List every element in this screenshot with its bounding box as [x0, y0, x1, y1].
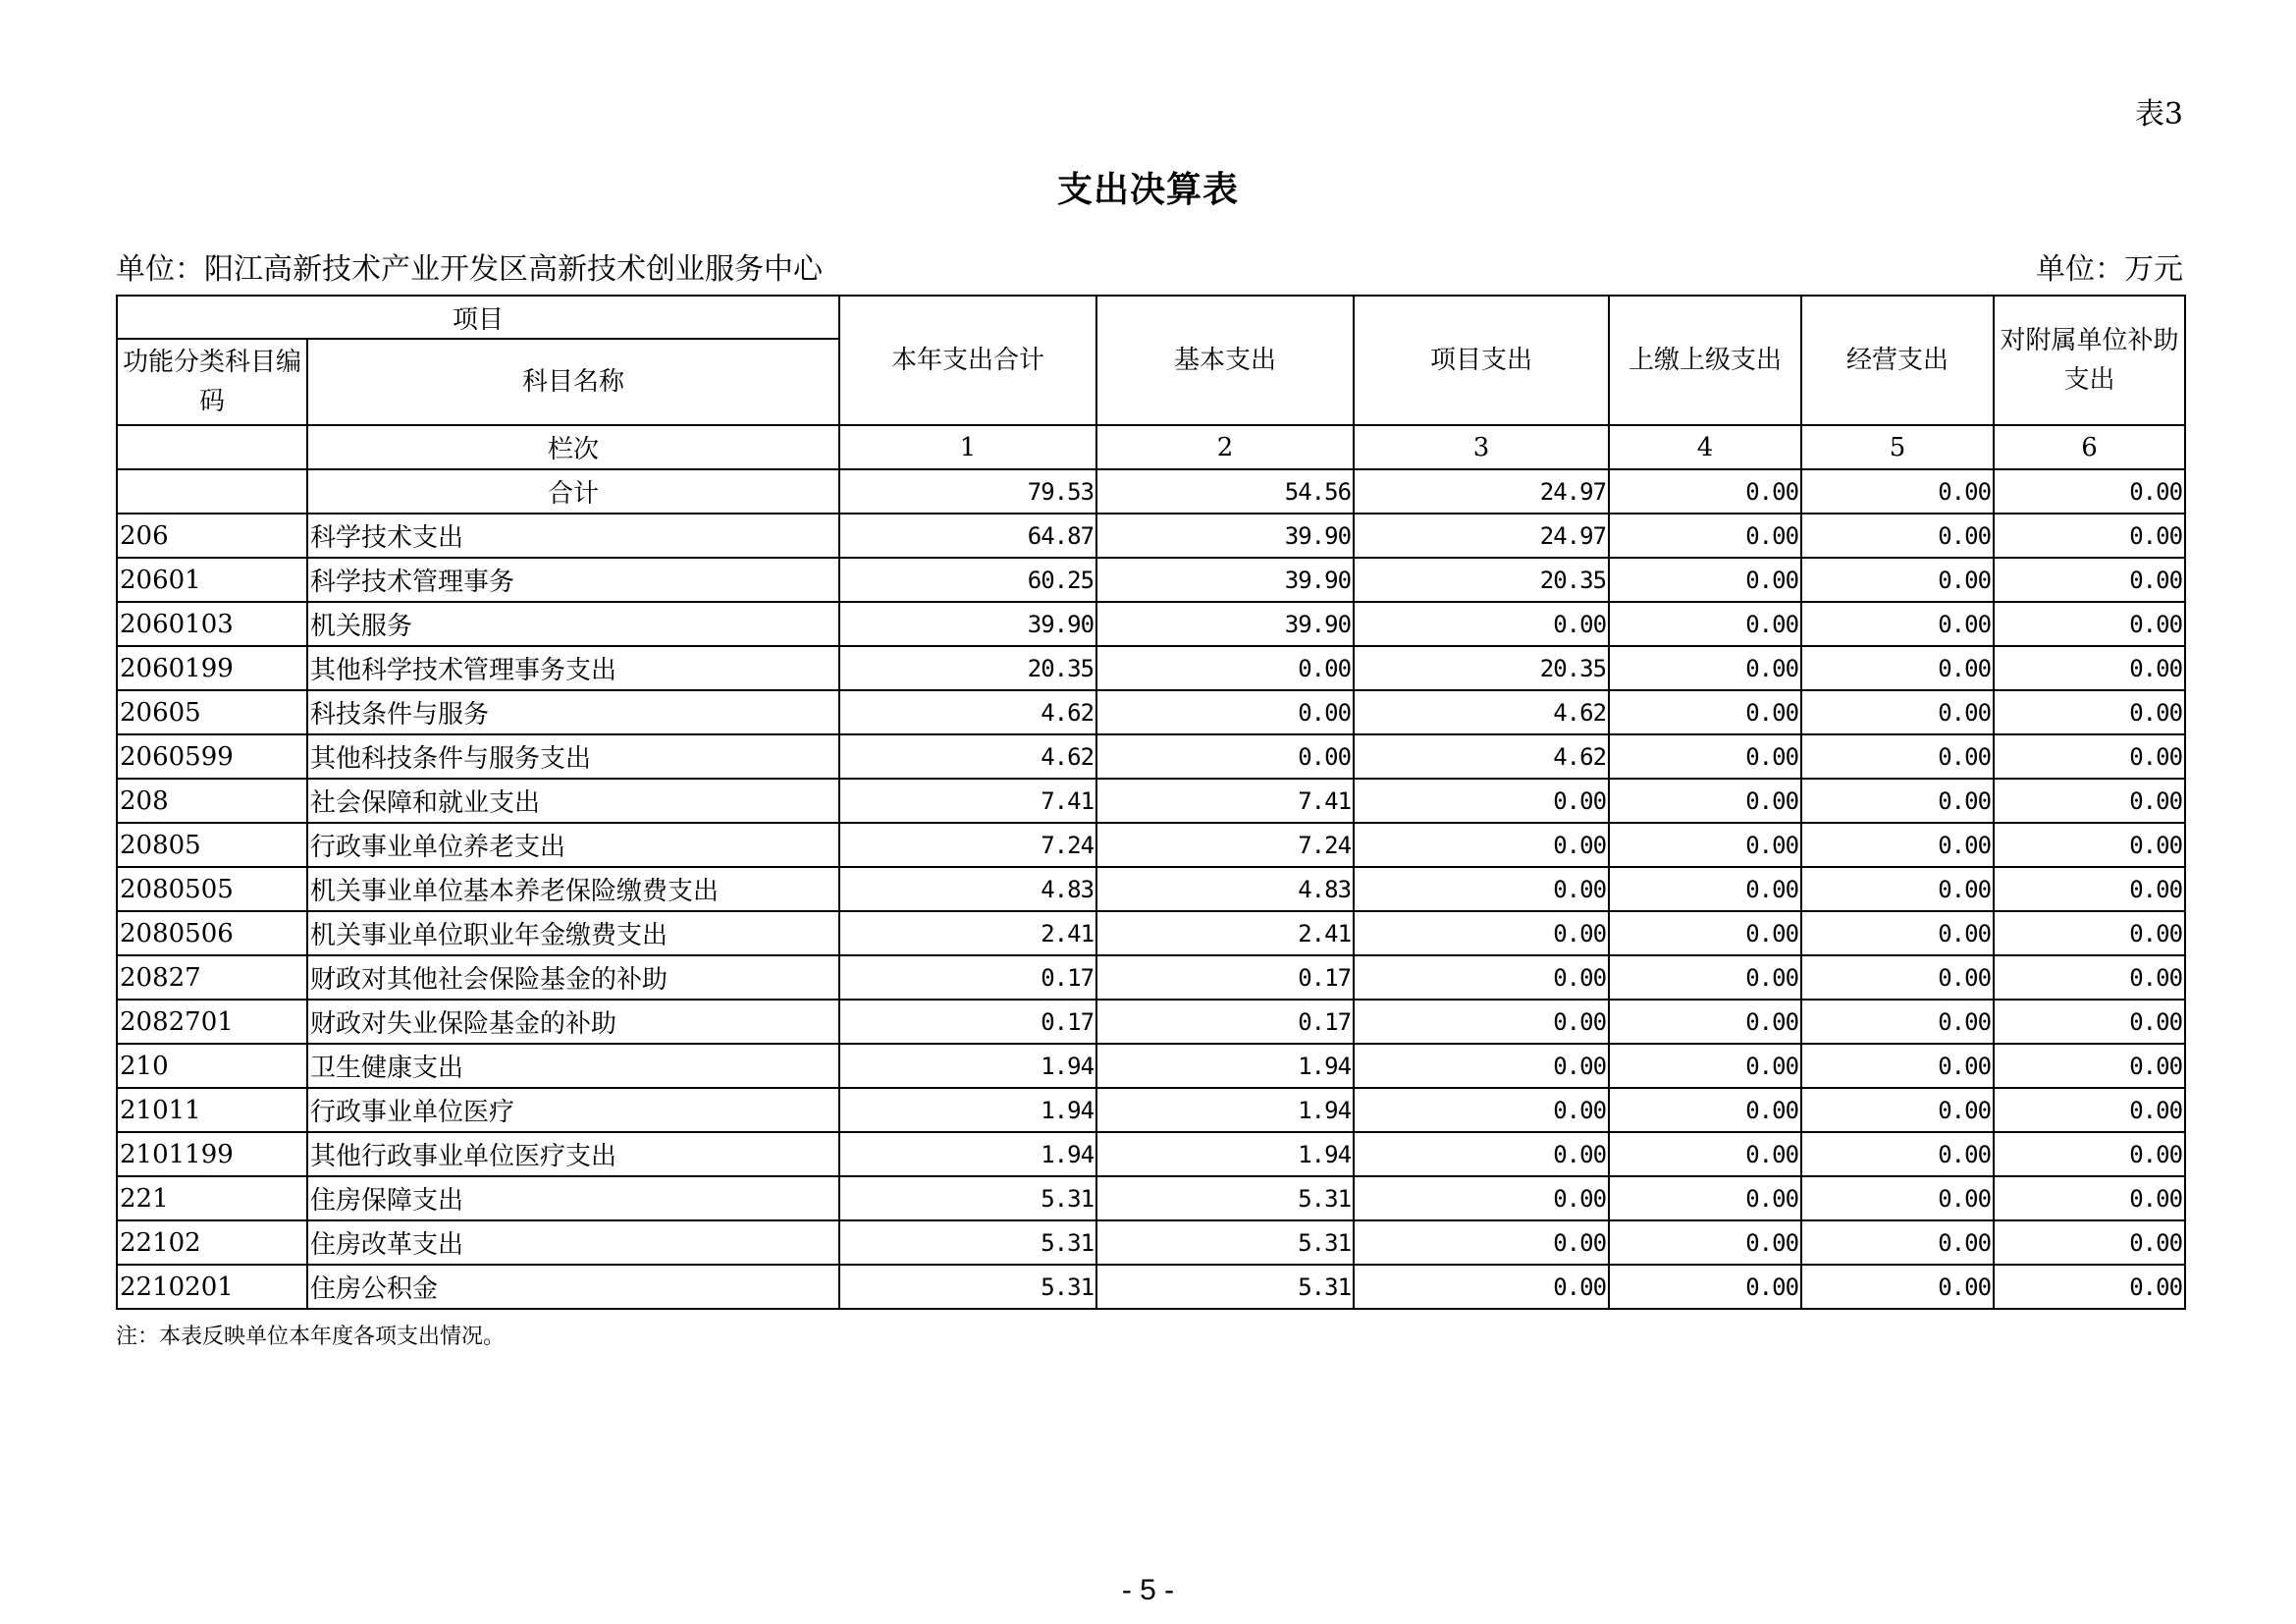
amount-cell: 64.87	[839, 514, 1096, 558]
subject-name: 其他行政事业单位医疗支出	[307, 1132, 839, 1176]
amount-cell: 0.00	[1354, 1088, 1609, 1132]
index-3: 3	[1354, 425, 1609, 469]
amount-cell: 0.00	[1994, 690, 2185, 734]
amount-cell: 0.00	[1801, 867, 1994, 911]
subject-name: 卫生健康支出	[307, 1044, 839, 1088]
amount-cell: 5.31	[1096, 1176, 1354, 1220]
amount-cell: 60.25	[839, 558, 1096, 602]
total-value: 0.00	[1801, 469, 1994, 514]
table-row	[117, 1220, 2185, 1265]
subject-name: 社会保障和就业支出	[307, 779, 839, 823]
table-number: 表3	[2134, 97, 2183, 132]
amount-cell: 39.90	[839, 602, 1096, 646]
amount-cell: 5.31	[839, 1265, 1096, 1309]
amount-cell: 0.00	[1354, 1176, 1609, 1220]
amount-cell: 0.00	[1801, 1132, 1994, 1176]
header-col-4: 上缴上级支出	[1609, 296, 1801, 425]
amount-cell: 0.00	[1994, 602, 2185, 646]
table-row	[117, 911, 2185, 955]
amount-cell: 4.62	[1354, 734, 1609, 779]
table-row	[117, 1265, 2185, 1309]
amount-cell: 24.97	[1354, 514, 1609, 558]
amount-cell: 20.35	[1354, 558, 1609, 602]
amount-cell: 0.00	[1609, 1000, 1801, 1044]
header-col-1: 本年支出合计	[839, 296, 1096, 425]
subject-name: 行政事业单位医疗	[307, 1088, 839, 1132]
amount-cell: 0.00	[1609, 955, 1801, 1000]
amount-cell: 0.00	[1801, 602, 1994, 646]
table-row	[117, 646, 2185, 690]
amount-cell: 0.00	[1609, 1176, 1801, 1220]
amount-cell: 1.94	[839, 1044, 1096, 1088]
amount-cell: 0.00	[1994, 514, 2185, 558]
table-row	[117, 867, 2185, 911]
amount-cell: 7.24	[1096, 823, 1354, 867]
amount-cell: 0.00	[1354, 1220, 1609, 1265]
total-row	[117, 469, 2185, 514]
amount-cell: 4.62	[1354, 690, 1609, 734]
subject-code: 2080506	[117, 911, 307, 955]
amount-cell: 0.00	[1609, 1088, 1801, 1132]
amount-cell: 5.31	[1096, 1220, 1354, 1265]
table-row	[117, 602, 2185, 646]
subject-code: 22102	[117, 1220, 307, 1265]
amount-cell: 0.00	[1801, 1265, 1994, 1309]
amount-cell: 0.00	[1801, 1176, 1994, 1220]
table-row	[117, 1132, 2185, 1176]
amount-cell: 0.00	[1994, 867, 2185, 911]
subject-name: 其他科技条件与服务支出	[307, 734, 839, 779]
subject-code: 2060199	[117, 646, 307, 690]
page-title: 支出决算表	[1056, 170, 1239, 210]
amount-cell: 0.00	[1994, 1176, 2185, 1220]
amount-cell: 39.90	[1096, 602, 1354, 646]
header-project: 项目	[117, 296, 839, 339]
index-4: 4	[1609, 425, 1801, 469]
table-row	[117, 1176, 2185, 1220]
amount-cell: 0.00	[1354, 867, 1609, 911]
amount-cell: 0.00	[1609, 558, 1801, 602]
amount-cell: 0.00	[1801, 734, 1994, 779]
amount-cell: 0.00	[1609, 514, 1801, 558]
subject-name: 机关服务	[307, 602, 839, 646]
header-col-2: 基本支出	[1096, 296, 1354, 425]
amount-cell: 5.31	[839, 1176, 1096, 1220]
amount-cell: 0.00	[1994, 1265, 2185, 1309]
amount-cell: 0.00	[1609, 867, 1801, 911]
table-row	[117, 734, 2185, 779]
subject-code: 206	[117, 514, 307, 558]
index-1: 1	[839, 425, 1096, 469]
amount-cell: 0.00	[1801, 1000, 1994, 1044]
amount-cell: 0.00	[1801, 690, 1994, 734]
amount-cell: 0.00	[1801, 823, 1994, 867]
amount-cell: 1.94	[839, 1132, 1096, 1176]
amount-cell: 7.41	[839, 779, 1096, 823]
expenditure-table	[116, 295, 2186, 1310]
table-row	[117, 514, 2185, 558]
currency-unit: 单位：万元	[2036, 252, 2183, 287]
amount-cell: 0.00	[1354, 1000, 1609, 1044]
amount-cell: 0.00	[1801, 1044, 1994, 1088]
subject-code: 20605	[117, 690, 307, 734]
table-row	[117, 690, 2185, 734]
total-value: 54.56	[1096, 469, 1354, 514]
reporting-unit: 单位：阳江高新技术产业开发区高新技术创业服务中心	[116, 252, 823, 287]
amount-cell: 4.62	[839, 690, 1096, 734]
table-row	[117, 1000, 2185, 1044]
amount-cell: 0.00	[1801, 1220, 1994, 1265]
amount-cell: 1.94	[1096, 1044, 1354, 1088]
subject-code: 2080505	[117, 867, 307, 911]
amount-cell: 0.00	[1354, 955, 1609, 1000]
subject-name: 科技条件与服务	[307, 690, 839, 734]
amount-cell: 39.90	[1096, 514, 1354, 558]
amount-cell: 0.00	[1609, 1044, 1801, 1088]
total-label: 合计	[307, 469, 839, 514]
table-row	[117, 955, 2185, 1000]
amount-cell: 7.24	[839, 823, 1096, 867]
amount-cell: 0.00	[1994, 1000, 2185, 1044]
amount-cell: 0.00	[1994, 955, 2185, 1000]
amount-cell: 0.00	[1096, 734, 1354, 779]
total-value: 79.53	[839, 469, 1096, 514]
subject-code: 2060103	[117, 602, 307, 646]
index-2: 2	[1096, 425, 1354, 469]
amount-cell: 0.00	[1609, 823, 1801, 867]
header-code: 功能分类科目编码	[117, 339, 307, 425]
amount-cell: 0.17	[1096, 1000, 1354, 1044]
amount-cell: 0.00	[1354, 779, 1609, 823]
subject-code: 2082701	[117, 1000, 307, 1044]
total-value: 24.97	[1354, 469, 1609, 514]
amount-cell: 0.00	[1354, 1132, 1609, 1176]
amount-cell: 0.00	[1354, 823, 1609, 867]
header-col-5: 经营支出	[1801, 296, 1994, 425]
subject-code: 2101199	[117, 1132, 307, 1176]
amount-cell: 0.17	[839, 1000, 1096, 1044]
subject-name: 住房保障支出	[307, 1176, 839, 1220]
amount-cell: 0.00	[1801, 911, 1994, 955]
subject-name: 机关事业单位基本养老保险缴费支出	[307, 867, 839, 911]
amount-cell: 0.00	[1354, 602, 1609, 646]
subject-code: 20827	[117, 955, 307, 1000]
amount-cell: 0.00	[1994, 823, 2185, 867]
subject-name: 财政对其他社会保险基金的补助	[307, 955, 839, 1000]
amount-cell: 0.00	[1354, 911, 1609, 955]
amount-cell: 0.00	[1609, 1265, 1801, 1309]
amount-cell: 0.00	[1609, 1220, 1801, 1265]
amount-cell: 0.00	[1096, 690, 1354, 734]
amount-cell: 0.00	[1096, 646, 1354, 690]
subject-name: 财政对失业保险基金的补助	[307, 1000, 839, 1044]
subject-code: 208	[117, 779, 307, 823]
amount-cell: 5.31	[1096, 1265, 1354, 1309]
amount-cell: 1.94	[1096, 1132, 1354, 1176]
amount-cell: 2.41	[1096, 911, 1354, 955]
subject-code: 221	[117, 1176, 307, 1220]
subject-name: 行政事业单位养老支出	[307, 823, 839, 867]
header-name: 科目名称	[307, 339, 839, 425]
amount-cell: 0.00	[1801, 955, 1994, 1000]
amount-cell: 0.00	[1994, 1044, 2185, 1088]
amount-cell: 20.35	[839, 646, 1096, 690]
table-row	[117, 558, 2185, 602]
amount-cell: 39.90	[1096, 558, 1354, 602]
index-5: 5	[1801, 425, 1994, 469]
amount-cell: 0.00	[1801, 779, 1994, 823]
page-number: - 5 -	[1121, 1574, 1175, 1606]
total-value: 0.00	[1609, 469, 1801, 514]
amount-cell: 4.62	[839, 734, 1096, 779]
amount-cell: 0.00	[1609, 690, 1801, 734]
amount-cell: 0.00	[1994, 558, 2185, 602]
subject-name: 其他科学技术管理事务支出	[307, 646, 839, 690]
amount-cell: 2.41	[839, 911, 1096, 955]
amount-cell: 0.00	[1801, 646, 1994, 690]
amount-cell: 0.00	[1609, 779, 1801, 823]
subject-name: 科学技术支出	[307, 514, 839, 558]
subject-code: 210	[117, 1044, 307, 1088]
index-6: 6	[1994, 425, 2185, 469]
amount-cell: 0.00	[1609, 602, 1801, 646]
amount-cell: 7.41	[1096, 779, 1354, 823]
subject-name: 科学技术管理事务	[307, 558, 839, 602]
amount-cell: 0.00	[1354, 1044, 1609, 1088]
amount-cell: 0.00	[1354, 1265, 1609, 1309]
subject-code: 2060599	[117, 734, 307, 779]
amount-cell: 1.94	[1096, 1088, 1354, 1132]
header-col-6: 对附属单位补助支出	[1994, 296, 2185, 425]
table-note: 注：本表反映单位本年度各项支出情况。	[116, 1325, 506, 1349]
amount-cell: 5.31	[839, 1220, 1096, 1265]
amount-cell: 0.17	[1096, 955, 1354, 1000]
amount-cell: 0.00	[1609, 1132, 1801, 1176]
amount-cell: 4.83	[839, 867, 1096, 911]
subject-code: 21011	[117, 1088, 307, 1132]
table-row	[117, 1044, 2185, 1088]
amount-cell: 20.35	[1354, 646, 1609, 690]
header-col-3: 项目支出	[1354, 296, 1609, 425]
table-row	[117, 823, 2185, 867]
subject-name: 机关事业单位职业年金缴费支出	[307, 911, 839, 955]
unit-line	[116, 251, 2183, 289]
amount-cell: 0.00	[1994, 779, 2185, 823]
amount-cell: 0.00	[1801, 514, 1994, 558]
total-code	[117, 469, 307, 514]
amount-cell: 0.17	[839, 955, 1096, 1000]
amount-cell: 0.00	[1994, 1220, 2185, 1265]
amount-cell: 0.00	[1994, 1088, 2185, 1132]
subject-code: 20601	[117, 558, 307, 602]
amount-cell: 0.00	[1609, 734, 1801, 779]
amount-cell: 0.00	[1801, 558, 1994, 602]
amount-cell: 0.00	[1994, 734, 2185, 779]
amount-cell: 0.00	[1801, 1088, 1994, 1132]
subject-code: 2210201	[117, 1265, 307, 1309]
amount-cell: 0.00	[1994, 1132, 2185, 1176]
amount-cell: 0.00	[1994, 911, 2185, 955]
subject-name: 住房改革支出	[307, 1220, 839, 1265]
table-row	[117, 1088, 2185, 1132]
index-label: 栏次	[307, 425, 839, 469]
amount-cell: 0.00	[1609, 911, 1801, 955]
table-row	[117, 779, 2185, 823]
index-empty	[117, 425, 307, 469]
subject-code: 20805	[117, 823, 307, 867]
amount-cell: 0.00	[1609, 646, 1801, 690]
subject-name: 住房公积金	[307, 1265, 839, 1309]
amount-cell: 4.83	[1096, 867, 1354, 911]
total-value: 0.00	[1994, 469, 2185, 514]
amount-cell: 1.94	[839, 1088, 1096, 1132]
amount-cell: 0.00	[1994, 646, 2185, 690]
